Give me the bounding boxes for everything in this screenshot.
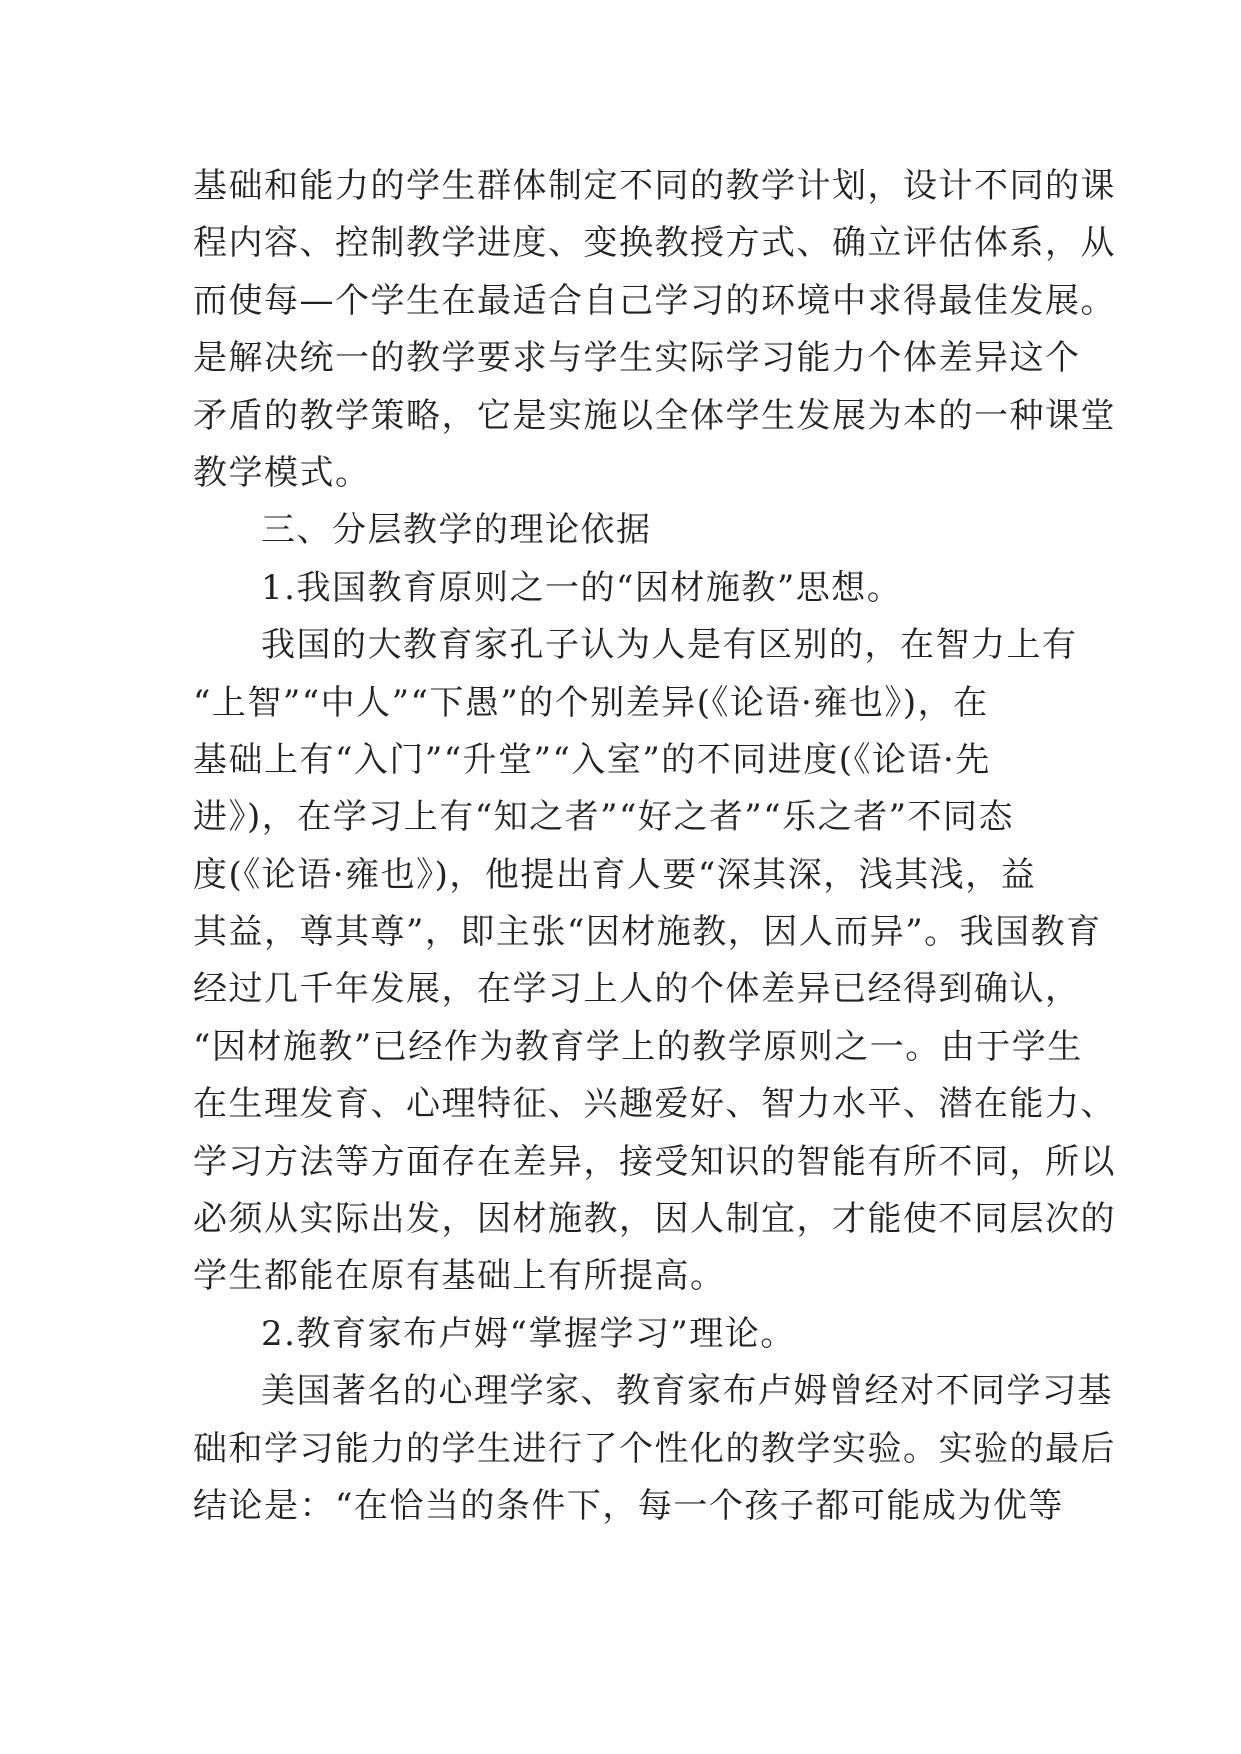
document-body [193,158,1116,1535]
subheading-2: 2.教育家布卢姆“掌握学习”理论。 [261,1313,796,1354]
text-line-continuation-5: 矛盾的教学策略，它是实施以全体学生发展为本的一种课堂 [193,395,1116,436]
paragraph-1-line-6: 其益，尊其尊”，即主张“因材施教，因人而异”。我国教育 [193,912,1102,953]
paragraph-1-line-8: “因材施教”已经作为教育学上的教学原则之一。由于学生 [193,1026,1083,1067]
text-line-continuation-2: 程内容、控制教学进度、变换教授方式、确立评估体系，从 [193,223,1116,264]
paragraph-1-line-11: 必须从实际出发，因材施教，因人制宜，才能使不同层次的 [193,1199,1116,1240]
text-line-continuation-4: 是解决统一的教学要求与学生实际学习能力个体差异这个 [193,338,1081,379]
text-line-continuation-3: 而使每—个学生在最适合自己学习的环境中求得最佳发展。 [193,280,1116,321]
paragraph-1-line-12: 学生都能在原有基础上有所提高。 [193,1256,726,1297]
text-line-continuation-6: 教学模式。 [193,452,371,493]
section-heading: 三、分层教学的理论依据 [261,510,652,551]
paragraph-1-line-1: 我国的大教育家孔子认为人是有区别的，在智力上有 [261,625,1078,666]
paragraph-1-line-10: 学习方法等方面存在差异，接受知识的智能有所不同，所以 [193,1141,1116,1182]
paragraph-1-line-7: 经过几千年发展，在学习上人的个体差异已经得到确认， [193,969,1081,1010]
paragraph-1-line-4: 进》)，在学习上有“知之者”“好之者”“乐之者”不同态 [193,797,1015,838]
text-line-continuation-1: 基础和能力的学生群体制定不同的教学计划，设计不同的课 [193,166,1116,206]
paragraph-2-line-2: 础和学习能力的学生进行了个性化的教学实验。实验的最后 [193,1428,1116,1469]
paragraph-2-line-1: 美国著名的心理学家、教育家布卢姆曾经对不同学习基 [261,1371,1113,1412]
paragraph-1-line-9: 在生理发育、心理特征、兴趣爱好、智力水平、潜在能力、 [193,1084,1116,1125]
paragraph-2-line-3: 结论是：“在恰当的条件下，每一个孩子都可能成为优等 [193,1485,1064,1526]
paragraph-1-line-3: 基础上有“入门”“升堂”“入室”的不同进度(《论语·先 [193,739,991,780]
paragraph-1-line-5: 度(《论语·雍也》)，他提出育人要“深其深，浅其浅，益 [193,854,1037,895]
paragraph-1-line-2: “上智”“中人”“下愚”的个别差异(《论语·雍也》)，在 [193,682,989,723]
subheading-1: 1.我国教育原则之一的“因材施教”思想。 [261,567,903,608]
